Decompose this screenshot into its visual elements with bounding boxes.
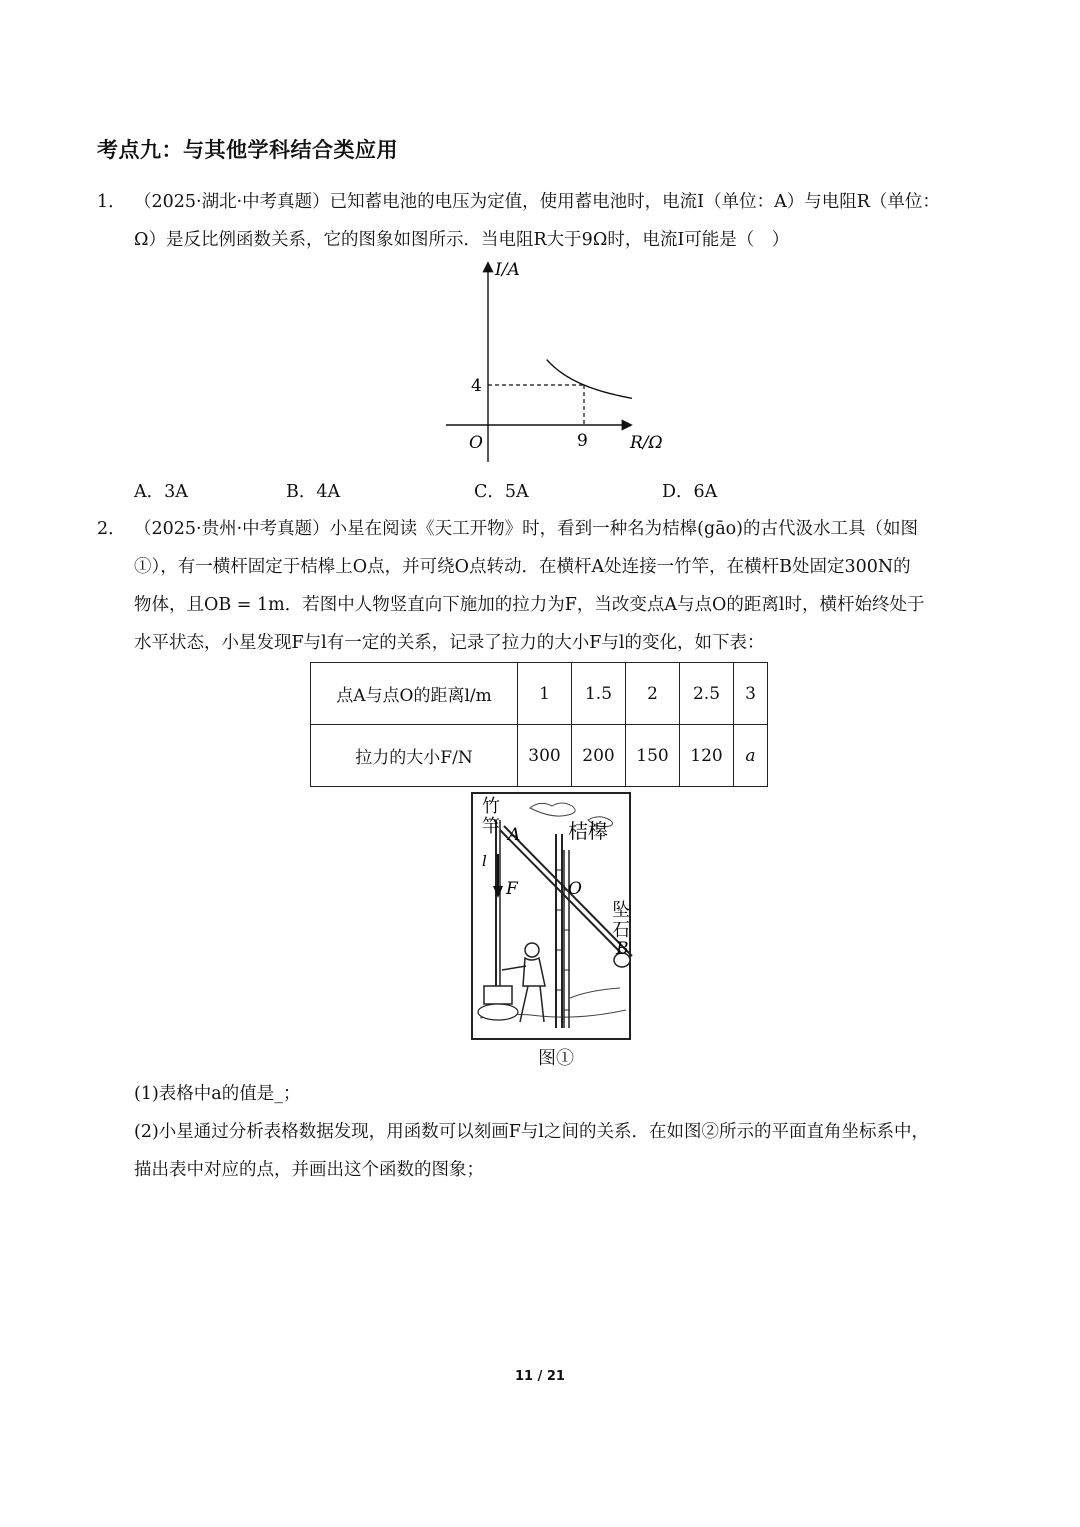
question-2-number: 2．: [97, 519, 126, 539]
label-point-o: O: [568, 879, 582, 899]
table-cell: 200: [572, 725, 626, 787]
table-cell: 150: [626, 725, 680, 787]
well-sweep-illustration: [470, 790, 634, 1044]
question-2-text-line-4: 水平状态，小星发现F与l有一定的关系，记录了拉力的大小F与l的变化，如下表：: [134, 633, 765, 653]
page-number: 11 / 21: [515, 1369, 565, 1384]
question-1-text-line-2: Ω）是反比例函数关系，它的图象如图所示．当电阻R大于9Ω时，电流I可能是（ ）: [134, 230, 790, 250]
distance-force-table: [310, 662, 768, 787]
question-1-number: 1．: [97, 192, 126, 212]
table-cell: 120: [680, 725, 734, 787]
y-axis-label: I/A: [495, 260, 520, 280]
question-2-text-line-3: 物体，且OB = 1m．若图中人物竖直向下施加的拉力为F，当改变点A与点O的距离l时，横杆始终处于: [134, 595, 925, 615]
table-cell: 2: [626, 663, 680, 725]
label-point-a: A: [508, 825, 521, 845]
option-b: B．4A: [286, 482, 341, 502]
label-stone-char-2: 石: [612, 920, 630, 941]
inverse-function-graph: [440, 250, 680, 470]
label-length-l: l: [482, 852, 487, 870]
question-2-text-line-1: （2025·贵州·中考真题）小星在阅读《天工开物》时，看到一种名为桔槔(gāo)的古代汲水工具（如图: [134, 519, 918, 539]
figure-1-caption: 图①: [538, 1048, 574, 1069]
table-cell: 300: [518, 725, 572, 787]
x-axis-label: R/Ω: [630, 433, 663, 453]
question-2-text-line-2: ①），有一横杆固定于桔槔上O点，并可绕O点转动．在横杆A处连接一竹竿，在横杆B处固定300N的: [134, 557, 911, 577]
tick-label-x-9: 9: [577, 431, 588, 451]
label-bamboo-char-1: 竹: [482, 796, 500, 817]
sub-question-1: (1)表格中a的值是_；: [134, 1084, 301, 1104]
table-header-force: 拉力的大小F/N: [311, 725, 518, 787]
sub-question-2-line-1: (2)小星通过分析表格数据发现，用函数可以刻画F与l之间的关系．在如图②所示的平面直角坐标系中，: [134, 1122, 930, 1142]
label-point-b: B: [616, 939, 629, 959]
curve-i-equals-36-over-r: [547, 360, 632, 399]
table-cell: 2.5: [680, 663, 734, 725]
label-stone-char-1: 坠: [612, 900, 630, 921]
question-1-text-line-1: （2025·湖北·中考真题）已知蓄电池的电压为定值，使用蓄电池时，电流I（单位：A）与电阻R（单位：: [134, 192, 940, 212]
option-d: D．6A: [662, 482, 718, 502]
section-title: 考点九：与其他学科结合类应用: [97, 138, 398, 162]
table-cell: 3: [734, 663, 768, 725]
label-bamboo-char-2: 竿: [482, 816, 500, 837]
tick-label-y-4: 4: [471, 376, 482, 396]
table-cell-unknown-a: a: [734, 725, 768, 787]
table-header-distance: 点A与点O的距离l/m: [311, 663, 518, 725]
option-a: A．3A: [134, 482, 188, 502]
table-cell: 1: [518, 663, 572, 725]
label-jiegao: 桔槔: [568, 819, 608, 843]
option-c: C．5A: [474, 482, 529, 502]
origin-label: O: [469, 433, 483, 453]
table-cell: 1.5: [572, 663, 626, 725]
sub-question-2-line-2: 描出表中对应的点，并画出这个函数的图象；: [134, 1160, 484, 1180]
label-force-f: F: [506, 879, 518, 899]
